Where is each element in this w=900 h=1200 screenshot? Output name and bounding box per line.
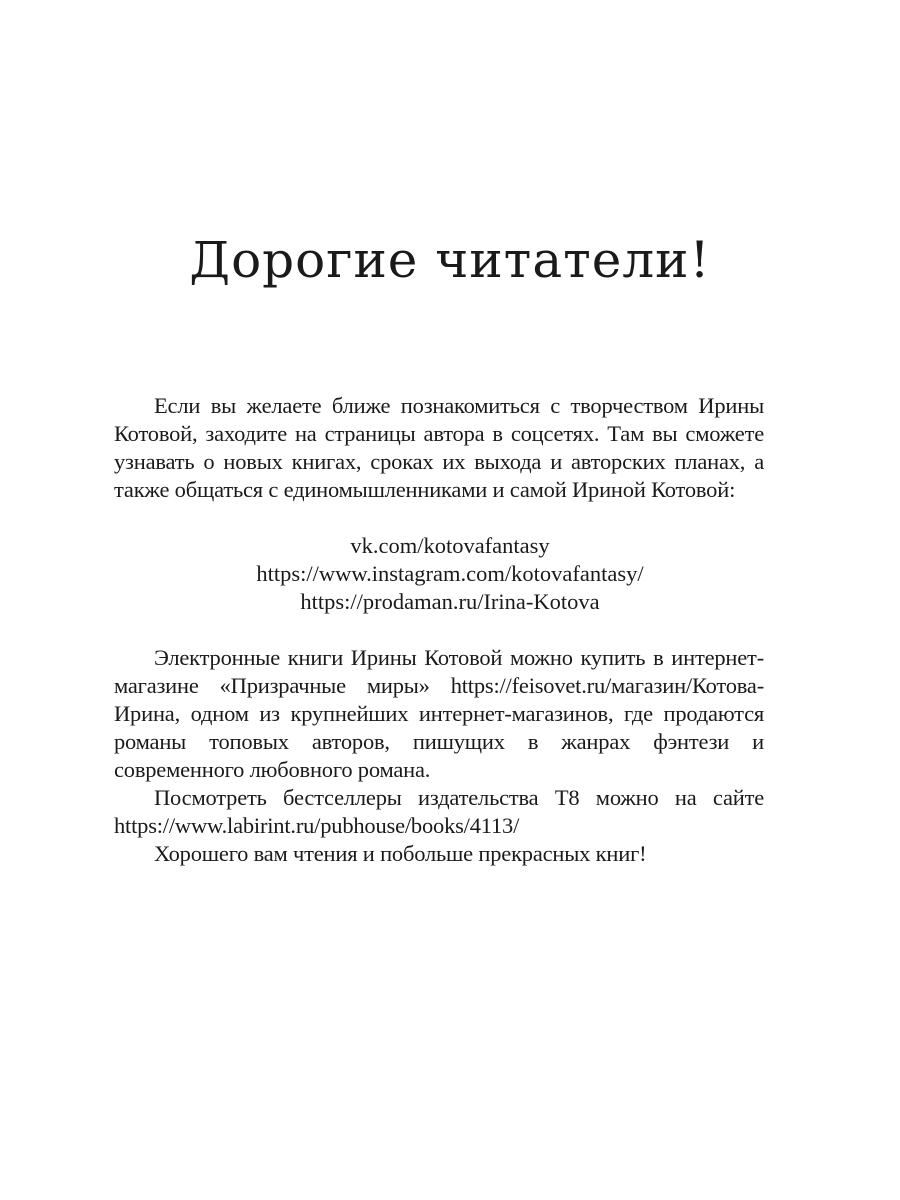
intro-section bbox=[114, 392, 764, 504]
prodaman-link[interactable]: https://prodaman.ru/Irina-Kotova bbox=[300, 589, 600, 614]
instagram-link[interactable]: https://www.instagram.com/kotovafantasy/ bbox=[256, 561, 644, 586]
social-links-list bbox=[0, 532, 900, 616]
intro-paragraph: Если вы желаете ближе познакомиться с творчеством Ирины Котовой, заходите на страницы автора в соцсетях. Там вы сможете узнавать о новых книгах, сроках их выхода и авторских планах, а также общаться с единомышленниками и самой Ириной Котовой: bbox=[114, 393, 764, 502]
bestsellers-paragraph: Посмотреть бестселлеры издательства Т8 можно на сайте https://www.labirint.ru/pubhouse/books/4113/ bbox=[114, 785, 764, 838]
store-paragraph: Электронные книги Ирины Котовой можно купить в интернет-магазине «Призрачные миры» https://feisovet.ru/магазин/Котова-Ирина, одном из крупнейших интернет-магазинов, где продаются романы топовых авторов, пишущих в жанрах фэнтези и современного любовного романа. bbox=[114, 645, 764, 782]
vk-link[interactable]: vk.com/kotovafantasy bbox=[350, 533, 550, 558]
page-title: Дорогие читатели! bbox=[189, 231, 711, 289]
store-section bbox=[114, 644, 764, 868]
closing-paragraph: Хорошего вам чтения и побольше прекрасных книг! bbox=[154, 841, 647, 866]
